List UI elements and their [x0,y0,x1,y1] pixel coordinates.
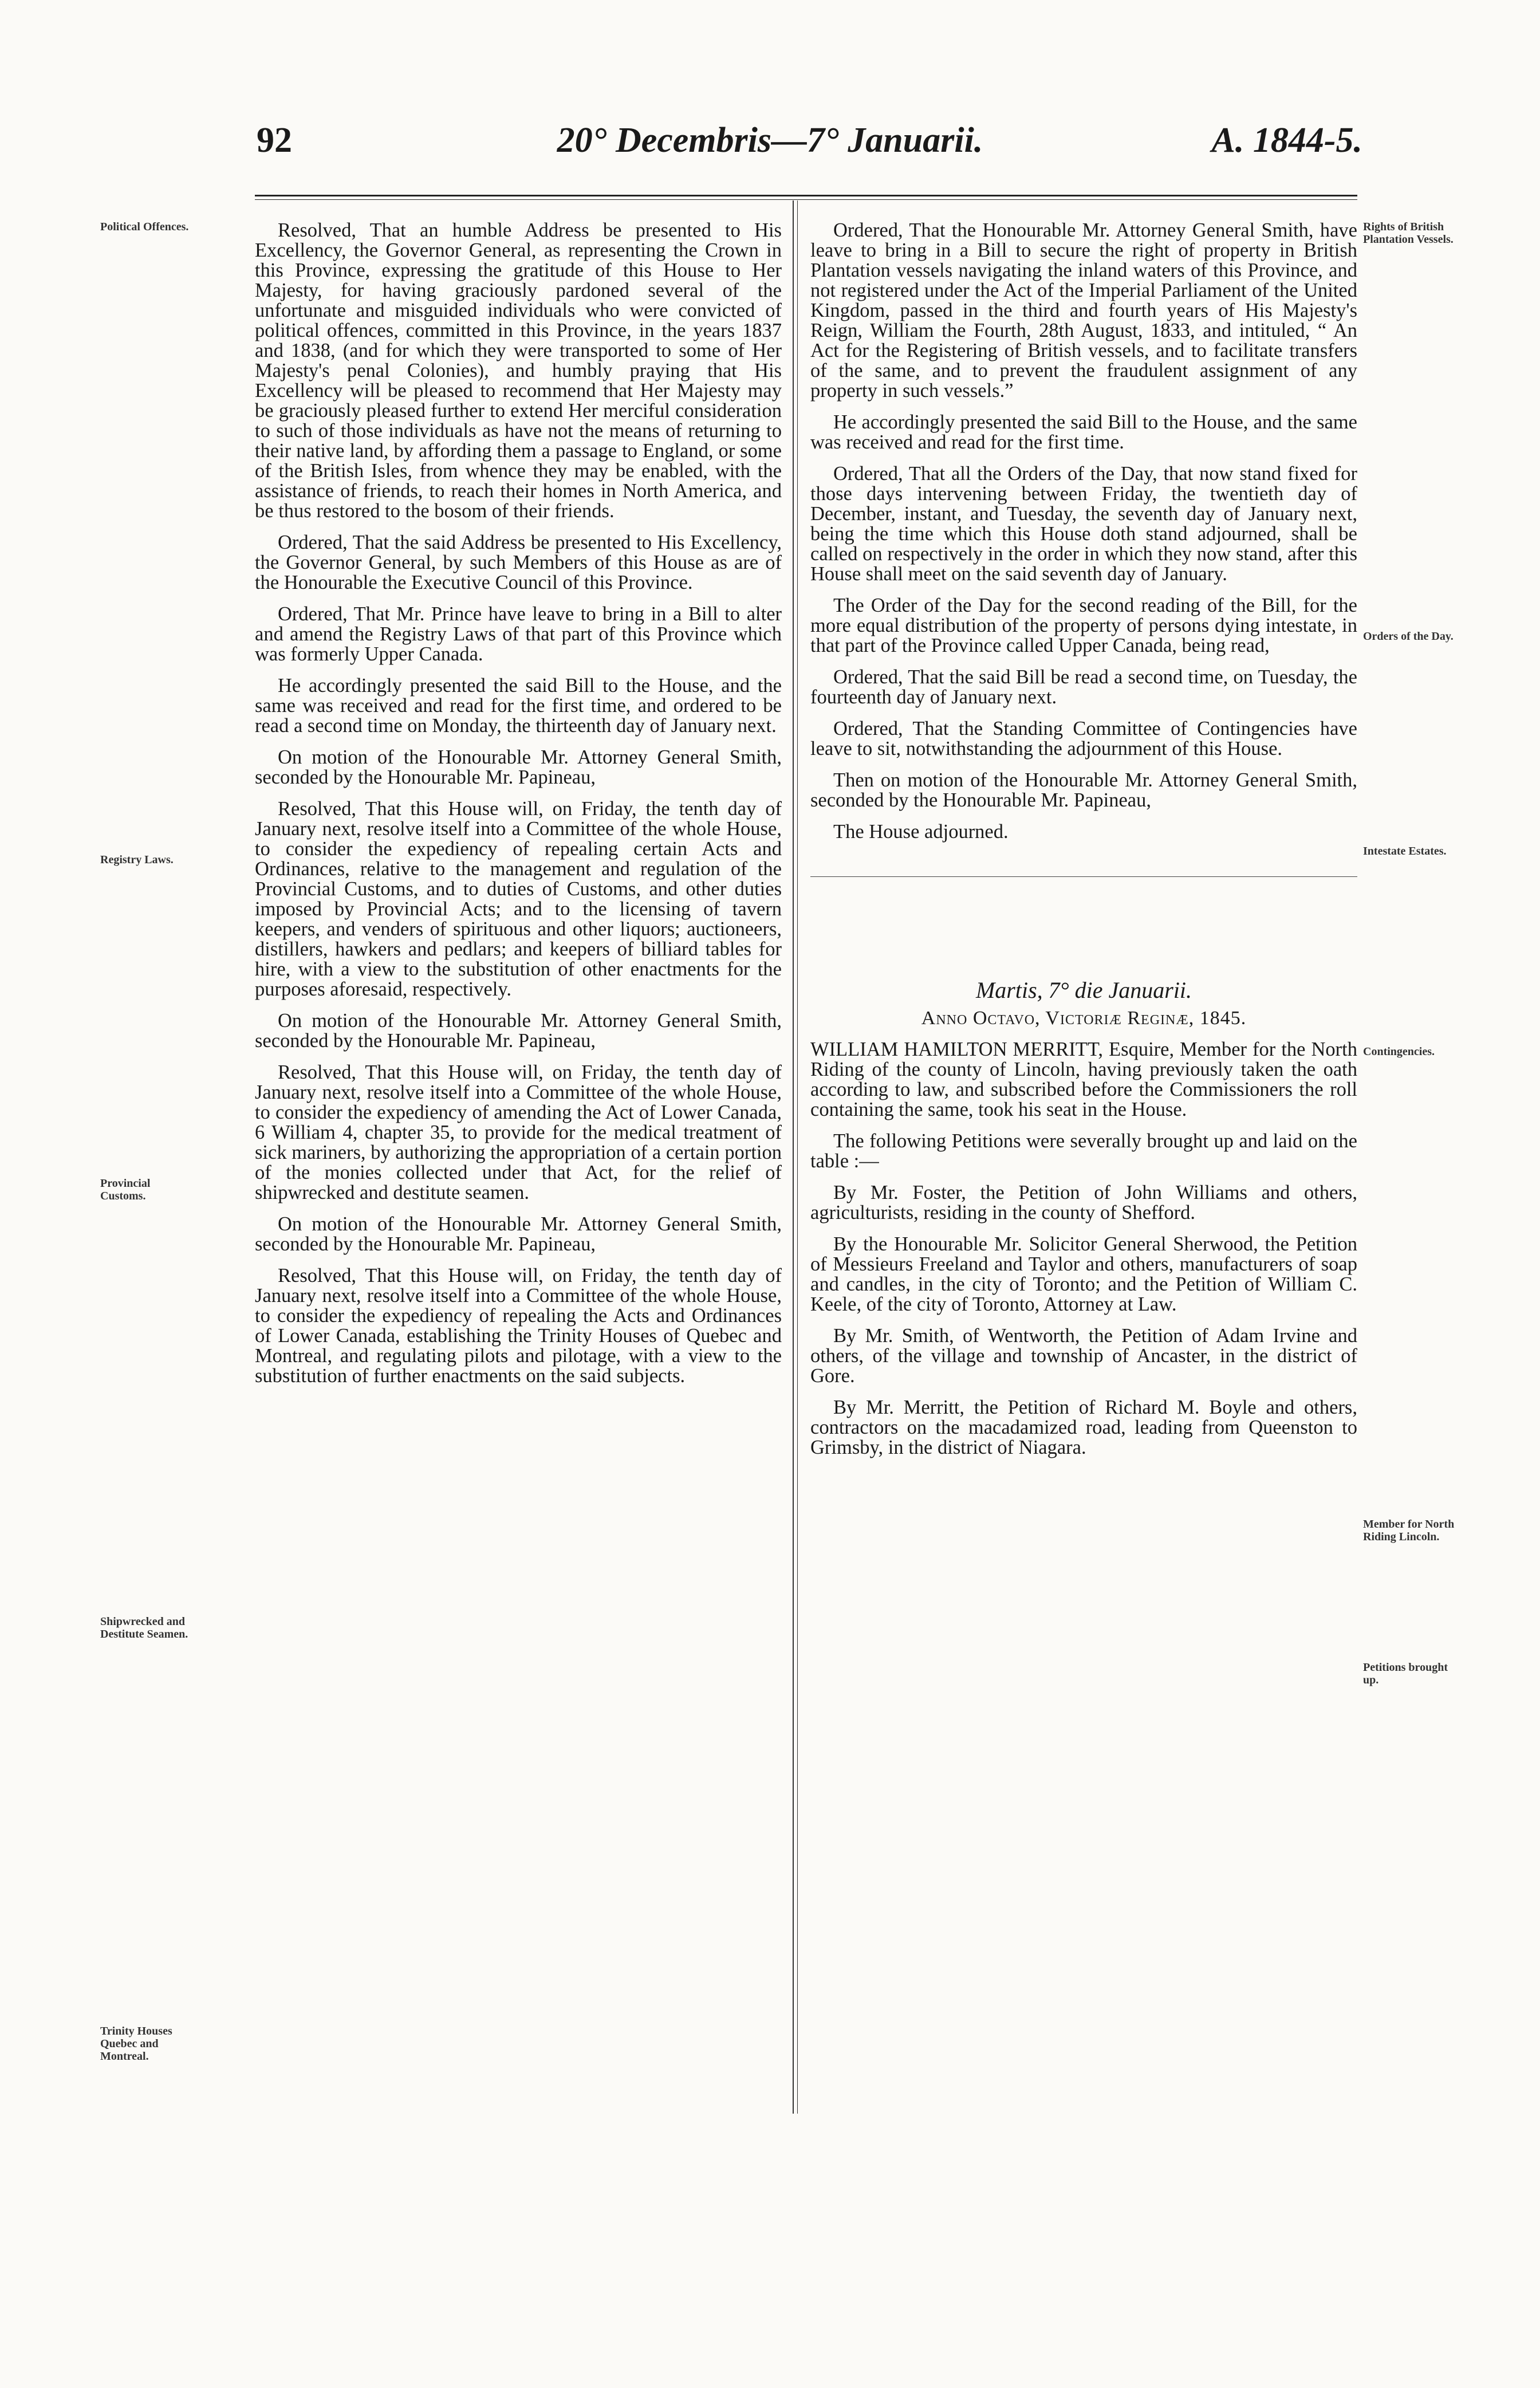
petition-merritt: By Mr. Merritt, the Petition of Richard M. Boyle and others, contractors on the macadamized road, leading from Queenston to Grimsby, in the district of Niagara. [810,1396,1357,1458]
plantation-bill-read: He accordingly presented the said Bill to the House, and the same was received and read for the first time. [810,411,1357,453]
left-column [255,221,782,1398]
sitting-subheading: Anno Octavo, Victoriæ Reginæ, 1845. [921,1008,1247,1029]
margin-note-political-offences: Political Offences. [100,221,189,233]
page-number: 92 [257,121,292,160]
margin-note-member-lincoln: Member for North Riding Lincoln. [1363,1518,1455,1543]
house-adjourned: The House adjourned. [833,821,1009,843]
registry-bill-read: He accordingly presented the said Bill to the House, and the same was received and read for the first time, and ordered to be read a second time on Monday, the thirteenth day of January next. [255,675,782,737]
order-intestate-second-reading: Ordered, That the said Bill be read a second time, on Tuesday, the fourteenth day of January next. [810,666,1357,708]
margin-note-intestate-estates: Intestate Estates. [1363,845,1447,857]
sitting-heading: Martis, 7° die Januarii. [975,977,1192,1003]
margin-note-orders-of-day: Orders of the Day. [1363,630,1454,643]
petition-foster: By Mr. Foster, the Petition of John Williams and others, agriculturists, residing in the county of Shefford. [810,1182,1357,1223]
resolution-address: Resolved, That an humble Address be presented to His Excellency, the Governor General, as representing the Crown in this Province, expressing the gratitude of this House to Her Majesty, for having graciously pardoned several of the unfortunate and misguided individuals who were convicted of political offences, committed in this Province, in the years 1837 and 1838, (and for which they were transported to some of Her Majesty's penal Colonies), and humbly praying that His Excellency will be pleased to recommend that Her Majesty may be graciously pleased further to extend Her merciful consideration to such of those individuals as have not the means of returning to their native land, by affording them a passage to England, or some of the British Isles, from whence they may be enabled, with the assistance of friends, to reach their homes in North America, and be thus restored to the bosom of their friends. [255,219,782,522]
margin-note-petitions: Petitions brought up. [1363,1661,1448,1686]
order-registry-bill: Ordered, That Mr. Prince have leave to bring in a Bill to alter and amend the Registry Laws of that part of this Province which was formerly Upper Canada. [255,603,782,665]
session-year: A. 1844-5. [1211,121,1362,160]
petitions-intro: The following Petitions were severally brought up and laid on the table :— [810,1130,1357,1172]
header-rule-thick [255,195,1357,196]
margin-note-registry-laws: Registry Laws. [100,853,174,866]
order-orders-of-day: Ordered, That all the Orders of the Day, that now stand fixed for those days intervening between Friday, the twentieth day of December, instant, and Tuesday, the seventh day of January next, being the time which this House doth stand adjourned, shall be called on respectively in the order in which they now stand, after this House shall meet on the said seventh day of January. [810,463,1357,585]
motion-customs: On motion of the Honourable Mr. Attorney General Smith, seconded by the Honourable Mr. Papineau, [255,746,782,788]
margin-note-shipwrecked-seamen: Shipwrecked and Destitute Seamen. [100,1615,188,1640]
margin-note-contingencies: Contingencies. [1363,1045,1435,1058]
resolution-seamen: Resolved, That this House will, on Friday, the tenth day of January next, resolve itself into a Committee of the whole House, to consider the expediency of amending the Act of Lower Canada, 6 William 4, chapter 35, to provide for the medical treatment of sick mariners, by authorizing the appropriation of a certain portion of the monies collected under that Act, for the relief of shipwrecked and destitute seamen. [255,1061,782,1203]
resolution-trinity: Resolved, That this House will, on Friday, the tenth day of January next, resolve itself into a Committee of the whole House, to consider the expediency of repealing the Acts and Ordinances of Lower Canada, establishing the Trinity Houses of Quebec and Montreal, and regulating pilots and pilotage, with a view to the substitution of further enactments on the said subjects. [255,1265,782,1387]
motion-seamen: On motion of the Honourable Mr. Attorney General Smith, seconded by the Honourable Mr. Papineau, [255,1010,782,1052]
order-plantation-bill: Ordered, That the Honourable Mr. Attorney General Smith, have leave to bring in a Bill to secure the right of property in British Plantation vessels navigating the inland waters of this Province, and not registered under the Act of the Imperial Parliament of the United Kingdom, passed in the third and fourth years of His Majesty's Reign, William the Fourth, 28th August, 1833, and intituled, “ An Act for the Registering of British vessels, and to facilitate transfers of the same, and to prevent the fraudulent assignment of any property in such vessels.” [810,219,1357,402]
column-divider [793,200,794,2114]
petition-smith: By Mr. Smith, of Wentworth, the Petition of Adam Irvine and others, of the village and township of Ancaster, in the district of Gore. [810,1325,1357,1387]
motion-adjourn: Then on motion of the Honourable Mr. Attorney General Smith, seconded by the Honourable Mr. Papineau, [810,769,1357,811]
order-address-presentation: Ordered, That the said Address be presented to His Excellency, the Governor General, by such Members of this House as are of the Honourable the Executive Council of this Province. [255,532,782,593]
resolution-customs: Resolved, That this House will, on Friday, the tenth day of January next, resolve itself into a Committee of the whole House, to consider the expediency of repealing certain Acts and Ordinances, relative to the management and regulation of the Provincial Customs, and to duties of Customs, and other duties imposed by Provincial Acts; and to the licensing of tavern keepers, and venders of spirituous and other liquors; auctioneers, distillers, hawkers and pedlars; and keepers of billiard tables for hire, with a view to the substitution of other enactments for the purposes aforesaid, respectively. [255,798,782,1000]
column-divider-thin [797,200,798,2114]
margin-note-provincial-customs: Provincial Customs. [100,1177,151,1202]
member-seated: WILLIAM HAMILTON MERRITT, Esquire, Member for the North Riding of the county of Lincoln, having previously taken the oath according to law, and subscribed before the Commissioners the roll containing the same, took his seat in the House. [810,1038,1357,1120]
intestate-bill-reading: The Order of the Day for the second reading of the Bill, for the more equal distribution of the property of persons dying intestate, in that part of the Province called Upper Canada, being read, [810,595,1357,656]
date-range-title: 20° Decembris—7° Januarii. [557,121,983,160]
right-column [810,221,1357,1469]
running-header [0,120,1540,172]
sitting-divider [810,876,1357,877]
margin-note-trinity-houses: Trinity Houses Quebec and Montreal. [100,2025,172,2063]
motion-trinity: On motion of the Honourable Mr. Attorney General Smith, seconded by the Honourable Mr. Papineau, [255,1213,782,1255]
margin-note-plantation-vessels: Rights of British Plantation Vessels. [1363,221,1454,246]
header-rule-thin [255,199,1357,200]
petition-sherwood: By the Honourable Mr. Solicitor General Sherwood, the Petition of Messieurs Freeland and Taylor and others, manufacturers of soap and candles, in the city of Toronto; and the Petition of William C. Keele, of the city of Toronto, Attorney at Law. [810,1233,1357,1315]
order-contingencies: Ordered, That the Standing Committee of Contingencies have leave to sit, notwithstanding the adjournment of this House. [810,718,1357,760]
